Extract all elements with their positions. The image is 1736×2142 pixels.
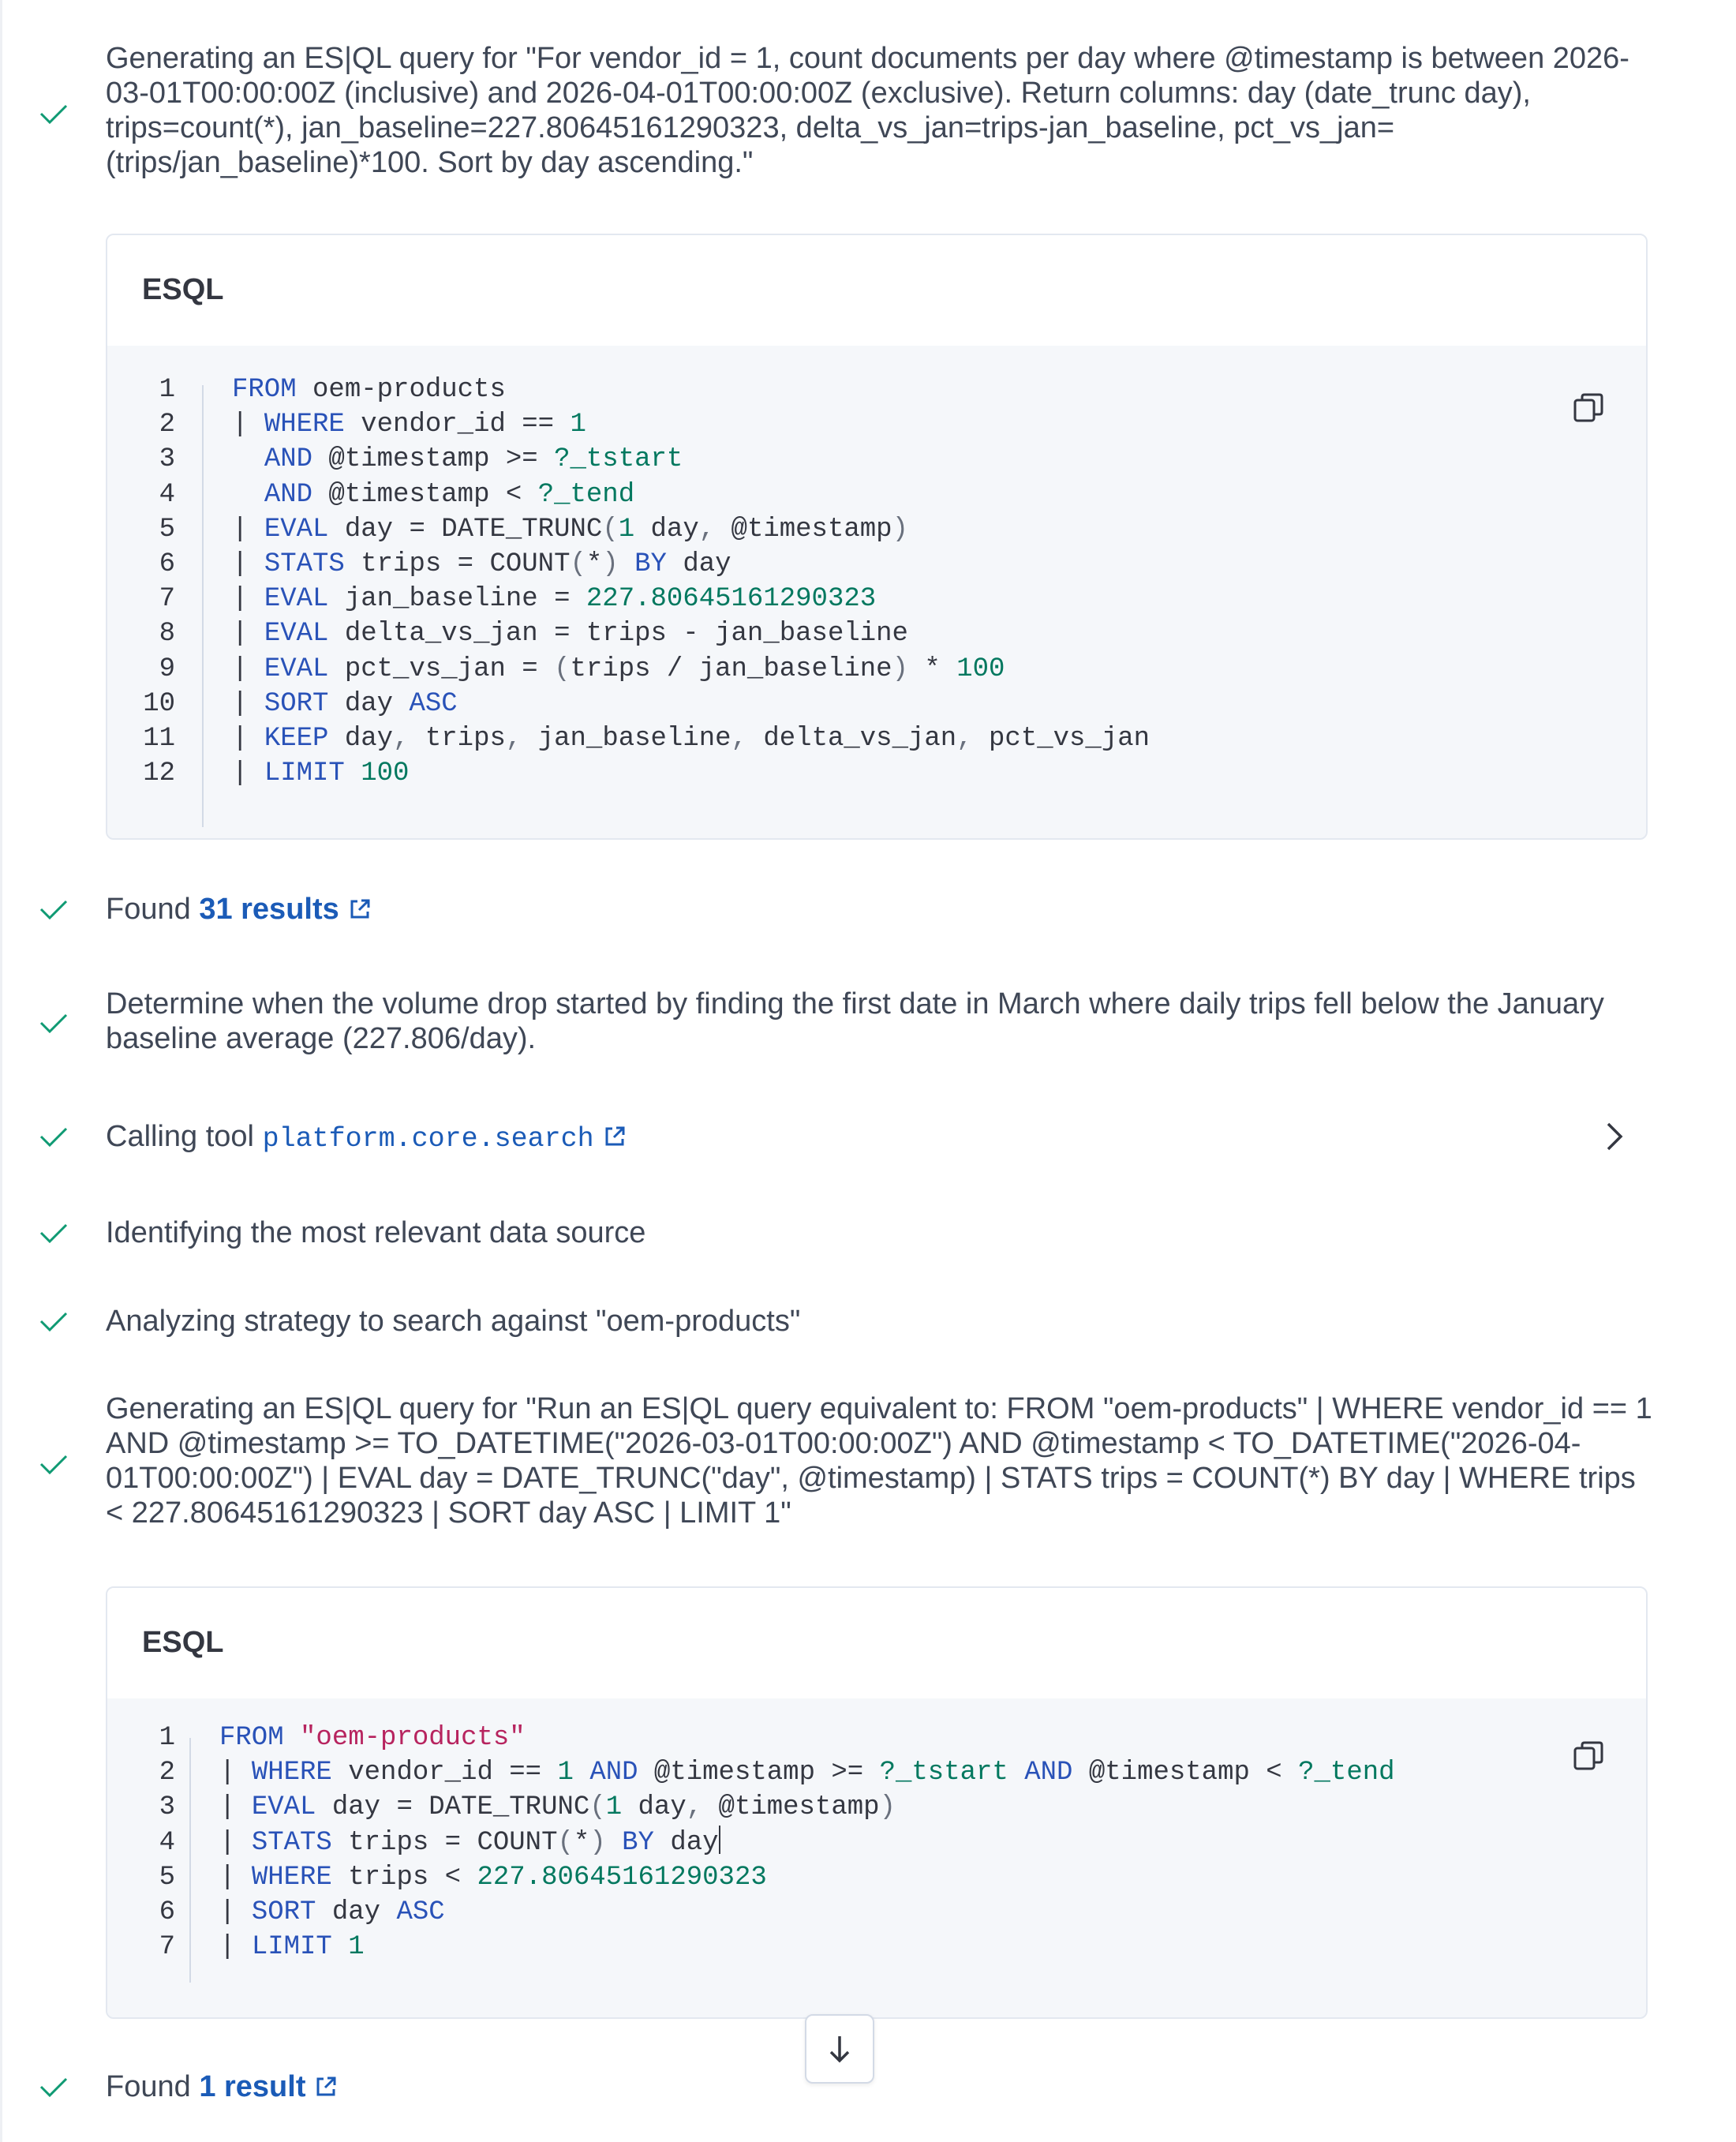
code-token: pct_vs_jan = [328, 653, 555, 684]
step-text: Identifying the most relevant data source [106, 1216, 646, 1249]
code-token: 1 [570, 410, 586, 440]
check-icon [36, 1005, 71, 1040]
code-line[interactable] [219, 1826, 720, 1860]
code-line[interactable] [232, 477, 634, 512]
code-token [284, 1723, 300, 1753]
code-body [107, 1698, 1646, 2017]
code-token: LIMIT [264, 758, 345, 789]
external-link-icon[interactable] [313, 2074, 339, 2099]
code-token: SORT [251, 1897, 316, 1927]
code-token: 1 [348, 1932, 365, 1963]
code-line[interactable] [232, 582, 876, 616]
code-line[interactable] [232, 721, 1150, 756]
code-token: ) [892, 514, 908, 545]
code-token: trips / jan_baseline [570, 653, 892, 684]
code-block [106, 234, 1648, 840]
code-token: | [219, 1932, 252, 1963]
code-token: "oem-products" [300, 1723, 526, 1753]
code-token [606, 1828, 622, 1858]
code-line[interactable] [232, 616, 908, 651]
check-icon [36, 1304, 71, 1339]
code-token: @timestamp >= [638, 1758, 880, 1788]
line-number: 9 [159, 653, 175, 684]
code-line[interactable] [232, 407, 586, 442]
code-token: BY [634, 549, 667, 579]
code-token: LIMIT [251, 1932, 332, 1963]
line-number: 12 [143, 758, 175, 789]
code-token: vendor_id == [344, 410, 571, 440]
code-token: | [219, 1862, 252, 1893]
code-token: BY [622, 1827, 654, 1858]
step-text: Generating an ES|QL query for "For vendor_id = 1, count documents per day where @timestamp is between 2026-03-01T00:00:00Z (inclusive) and 2026-04-01T00:00:00Z (exclusive). Return columns: day (date_trunc day), trips=count(*), jan_baseline=227.80645161290323, delta_vs_jan=trips-jan_baseline, pct_vs_jan=(trips/jan_baseline)*100. Sort by day ascending." [106, 42, 1629, 179]
code-token: | [232, 584, 264, 615]
code-token: WHERE [264, 410, 345, 440]
code-block-header [107, 1588, 1646, 1698]
code-token: ASC [396, 1897, 445, 1927]
code-token: day = DATE_TRUNC [316, 1792, 590, 1823]
code-token: ) [602, 549, 619, 579]
code-token: day [634, 514, 699, 545]
copy-icon[interactable] [1570, 390, 1607, 426]
code-token: * [573, 1827, 590, 1858]
check-icon [36, 892, 71, 927]
code-token: ) [879, 1792, 896, 1823]
code-token: | [219, 1897, 252, 1927]
code-token: WHERE [251, 1862, 332, 1893]
code-token: 1 [605, 1792, 623, 1823]
code-token: 1 [618, 514, 635, 545]
code-line[interactable] [232, 512, 908, 547]
copy-icon[interactable] [1570, 1738, 1607, 1774]
code-token: , [393, 724, 410, 754]
line-number: 4 [159, 479, 175, 510]
code-token: | [232, 619, 264, 650]
check-icon [36, 96, 71, 131]
line-number: 1 [159, 375, 175, 405]
gutter-divider [189, 1738, 191, 1983]
results-link[interactable]: 1 result [199, 2070, 306, 2103]
line-number: 2 [159, 1758, 175, 1788]
code-line[interactable] [232, 687, 458, 721]
code-token: day = DATE_TRUNC [328, 514, 603, 545]
code-token: , [505, 724, 522, 754]
code-token [332, 1932, 348, 1962]
code-token: ?_tend [537, 479, 635, 510]
code-token: FROM [232, 375, 297, 405]
code-token [345, 758, 361, 788]
step-text: Generating an ES|QL query for "Run an ES|QL query equivalent to: FROM "oem-products" | WHERE vendor_id == 1 AND @timestamp >= TO_DATETIME("2026-03-01T00:00:00Z") AND @timestamp < TO_DATETIME("2026-04-01T00:00:00Z") | EVAL day = DATE_TRUNC("day", @timestamp) | STATS trips = COUNT(*) BY day | WHERE trips < 227.80645161290323 | SORT day ASC | LIMIT 1" [106, 1392, 1652, 1530]
step-text: Analyzing strategy to search against "oem-products" [106, 1305, 801, 1338]
results-link[interactable]: 31 results [199, 893, 339, 926]
code-token: trips [409, 724, 506, 754]
code-token: jan_baseline = [328, 584, 586, 615]
code-token: | [232, 653, 264, 684]
code-token: EVAL [264, 584, 329, 615]
code-token: @timestamp < [1072, 1758, 1299, 1788]
code-block-header [107, 235, 1646, 346]
line-number: 2 [159, 410, 175, 440]
external-link-icon[interactable] [347, 897, 372, 922]
code-token: delta_vs_jan [746, 724, 957, 754]
line-number: 3 [159, 444, 175, 475]
code-token: AND [589, 1758, 638, 1788]
step-text: Determine when the volume drop started by finding the first date in March where daily trips fell below the January baseline average (227.806/day). [106, 987, 1604, 1055]
code-line[interactable] [219, 1895, 445, 1930]
text-cursor [719, 1826, 720, 1854]
code-token: 1 [557, 1758, 574, 1788]
code-body [107, 346, 1646, 838]
code-token: , [956, 724, 973, 754]
code-token: day [653, 1827, 719, 1858]
code-token: EVAL [251, 1792, 316, 1823]
code-line[interactable] [232, 652, 1005, 687]
code-line[interactable] [232, 373, 506, 407]
code-token: ( [570, 549, 586, 579]
code-token: ) [589, 1827, 606, 1858]
code-token: SORT [264, 688, 329, 719]
code-token: EVAL [264, 653, 329, 684]
code-token: trips = COUNT [331, 1827, 558, 1858]
code-token: STATS [264, 549, 345, 579]
code-token: 100 [956, 653, 1005, 684]
line-number: 11 [143, 724, 175, 754]
code-token: 227.80645161290323 [477, 1862, 767, 1893]
calling-tool-label: Calling tool [106, 1120, 263, 1153]
panel-edge [0, 0, 2, 2142]
code-line[interactable] [219, 1790, 896, 1825]
line-number: 7 [159, 584, 175, 615]
code-token: day [666, 549, 731, 579]
code-token: EVAL [264, 619, 329, 650]
code-token: | [232, 724, 264, 754]
code-token: vendor_id == [331, 1758, 558, 1788]
code-token: , [731, 724, 747, 754]
code-token: trips < [331, 1862, 477, 1893]
code-token: | [219, 1758, 252, 1788]
arrow-down-icon [822, 2032, 857, 2066]
code-token: ( [602, 514, 619, 545]
check-icon [36, 1119, 71, 1154]
code-line[interactable] [232, 442, 683, 477]
code-token: KEEP [264, 724, 329, 754]
code-token: , [698, 514, 716, 545]
code-token: ( [554, 653, 571, 684]
chevron-right-icon[interactable] [1597, 1119, 1632, 1154]
code-token: 227.80645161290323 [586, 584, 877, 615]
code-token: @timestamp < [312, 479, 538, 510]
code-token: * [907, 653, 957, 684]
gutter-divider [202, 385, 204, 827]
line-number: 7 [159, 1932, 175, 1963]
line-number: 3 [159, 1792, 175, 1823]
code-line[interactable] [232, 756, 409, 791]
tool-name-link[interactable]: platform.core.search [262, 1123, 594, 1155]
code-token: ?_tstart [879, 1758, 1008, 1788]
code-token: STATS [251, 1827, 332, 1858]
code-token: ( [589, 1792, 606, 1823]
code-token: delta_vs_jan = trips - jan_baseline [328, 619, 908, 650]
check-icon [36, 1447, 71, 1481]
code-token: FROM [219, 1723, 284, 1753]
code-token: @timestamp >= [312, 444, 555, 475]
code-line[interactable] [219, 1860, 767, 1895]
code-token: AND [264, 444, 313, 475]
code-token: ASC [409, 688, 458, 719]
code-token: | [232, 758, 264, 789]
code-language-label: ESQL [142, 1626, 224, 1659]
code-token [619, 549, 634, 579]
code-token: day [328, 724, 394, 754]
check-icon [36, 2069, 71, 2104]
code-line[interactable] [219, 1721, 526, 1755]
code-line[interactable] [219, 1755, 1395, 1790]
code-token: @timestamp [715, 514, 892, 545]
line-number: 6 [159, 1897, 175, 1927]
code-token [232, 444, 264, 474]
code-block [106, 1586, 1648, 2019]
code-token: pct_vs_jan [972, 724, 1150, 754]
found-label: Found [106, 2070, 200, 2103]
check-icon [36, 1215, 71, 1250]
code-line[interactable] [232, 547, 731, 582]
code-token: EVAL [264, 514, 329, 545]
code-token: | [219, 1792, 252, 1823]
code-token: AND [264, 479, 313, 510]
line-number: 4 [159, 1827, 175, 1858]
code-language-label: ESQL [142, 273, 224, 306]
code-token: ?_tend [1298, 1758, 1395, 1788]
code-token: day [328, 688, 410, 719]
code-token: 100 [361, 758, 410, 789]
code-token [574, 1758, 589, 1788]
code-token: ?_tstart [554, 444, 683, 475]
code-line[interactable] [219, 1930, 365, 1964]
line-number: 10 [143, 688, 175, 719]
code-token: day [622, 1792, 687, 1823]
line-number: 8 [159, 619, 175, 650]
line-number: 6 [159, 549, 175, 579]
code-token: | [232, 549, 264, 579]
code-token: | [232, 514, 264, 545]
line-number: 5 [159, 514, 175, 545]
code-token [232, 480, 264, 510]
found-label: Found [106, 893, 200, 926]
code-token: | [232, 410, 264, 440]
code-token: | [232, 688, 264, 719]
code-token: oem-products [296, 375, 506, 405]
code-token [1008, 1758, 1024, 1788]
code-token: , [686, 1792, 703, 1823]
code-token: * [586, 549, 603, 579]
code-token: WHERE [251, 1758, 332, 1788]
code-token: jan_baseline [522, 724, 731, 754]
line-number: 5 [159, 1862, 175, 1893]
code-token: ) [892, 653, 908, 684]
code-token: trips = COUNT [344, 549, 571, 579]
external-link-icon[interactable] [602, 1124, 627, 1149]
code-token: @timestamp [702, 1792, 880, 1823]
code-token: day [316, 1897, 397, 1927]
line-number: 1 [159, 1723, 175, 1753]
code-token: | [219, 1827, 252, 1858]
code-token: AND [1024, 1758, 1073, 1788]
code-token: ( [557, 1827, 574, 1858]
